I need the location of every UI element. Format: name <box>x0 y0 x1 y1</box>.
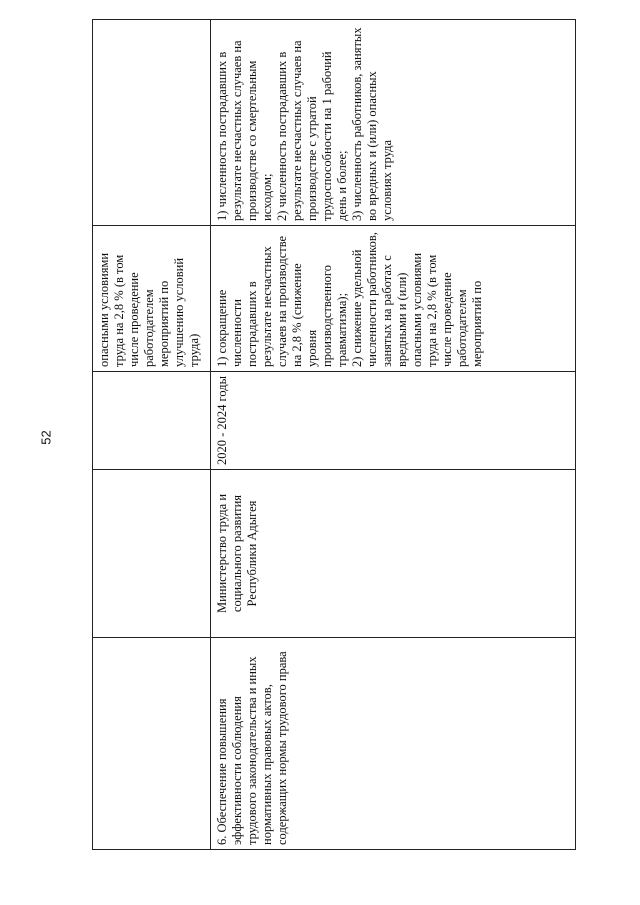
table-cell-activity-empty <box>93 638 211 850</box>
table-cell-expected-result: 1) сокращение численности пострадавших в результате несчастных случаев на производстве на 2,8 % (снижение уровня производственного травматизма); 2) снижение удельной численности работников, занятых на работах с вредными и (или) опасными условиями труда на 2,8 % (в том числе проведение работодателем мероприятий по <box>211 226 576 372</box>
table-cell-period: 2020 - 2024 годы <box>211 372 576 470</box>
measures-table-wrapper <box>92 20 575 850</box>
page-number: 52 <box>38 430 54 445</box>
measures-table <box>92 19 576 850</box>
table-row-item-6 <box>211 20 576 850</box>
table-cell-responsible: Министерство труда и социального развития Республики Адыгея <box>211 470 576 638</box>
table-cell-responsible-empty <box>93 470 211 638</box>
table-cell-result-continuation: опасными условиями труда на 2,8 % (в том числе проведение работодателем мероприятий по улучшению условий труда) <box>93 226 211 372</box>
table-cell-activity: 6. Обеспечение повышения эффективности соблюдения трудового законодательства и иных нормативных правовых актов, содержащих нормы трудового права <box>211 638 576 850</box>
table-cell-indicators-empty <box>93 20 211 226</box>
table-cell-indicators: 1) численность пострадавших в результате несчастных случаев на производстве со смертельным исходом; 2) численность пострадавших в результате несчастных случаев на производстве с утратой трудоспособности на 1 рабочий день и более; 3) численность работников, занятых во вредных и (или) опасных условиях труда <box>211 20 576 226</box>
table-cell-period-empty <box>93 372 211 470</box>
table-row-continuation <box>93 20 211 850</box>
